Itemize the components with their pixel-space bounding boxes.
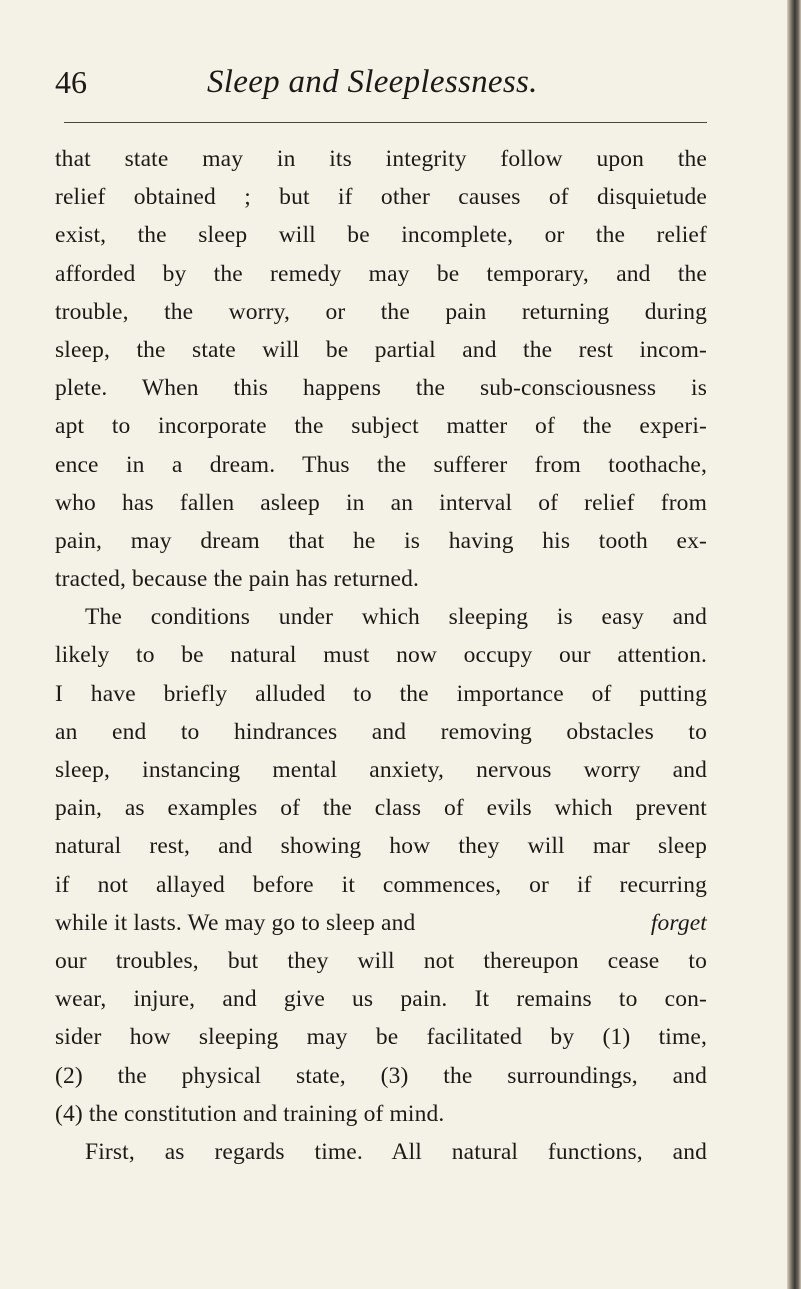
page-number: 46 [55,64,87,100]
text-line: ence in a dream. Thus the sufferer from toothache, [55,451,707,478]
text-line: apt to incorporate the subject matter of the experi- [55,413,707,440]
text-line: plete. When this happens the sub-consciousness is [55,375,707,402]
text-line: relief obtained ; but if other causes of disquietude [55,184,707,211]
text-line: sider how sleeping may be facilitated by (1) time, [55,1024,707,1051]
text-line: afforded by the remedy may be temporary, and the [55,260,707,287]
text-line: if not allayed before it commences, or if recurring [55,871,707,898]
running-title: Sleep and Sleeplessness. [207,64,538,100]
text-line: exist, the sleep will be incomplete, or the relief [55,222,707,249]
text-line: who has fallen asleep in an interval of relief from [55,489,707,516]
text-line: pain, as examples of the class of evils which prevent [55,795,707,822]
text-line [55,904,707,942]
running-header [55,62,715,110]
italic-word: forget [650,909,707,936]
header-rule [64,122,707,123]
text-line: pain, may dream that he is having his tooth ex- [55,527,707,554]
text-line: sleep, instancing mental anxiety, nervous worry and [55,757,707,783]
text-line: that state may in its integrity follow upon the [55,146,707,172]
text-line: The conditions under which sleeping is easy and [85,604,707,631]
text-line: tracted, because the pain has returned. [55,566,420,593]
text-line: an end to hindrances and removing obstacles to [55,718,707,745]
text-line: likely to be natural must now occupy our attention. [55,642,707,669]
text-line: our troubles, but they will not thereupon cease to [55,947,707,974]
text-line: trouble, the worry, or the pain returning during [55,298,707,325]
page-edge-shadow [787,0,801,1289]
text-line: (2) the physical state, (3) the surroundings, and [55,1062,707,1089]
text-line: wear, injure, and give us pain. It remains to con- [55,986,707,1013]
text-line: sleep, the state will be partial and the rest incom- [55,336,707,363]
text-line: (4) the constitution and training of mind. [55,1100,445,1127]
text-line: First, as regards time. All natural functions, and [85,1138,707,1165]
body-text [55,140,707,1171]
text-line: natural rest, and showing how they will mar sleep [55,833,707,860]
text-line: I have briefly alluded to the importance of putting [55,680,707,707]
text-segment: while it lasts. We may go to sleep and [55,909,416,936]
